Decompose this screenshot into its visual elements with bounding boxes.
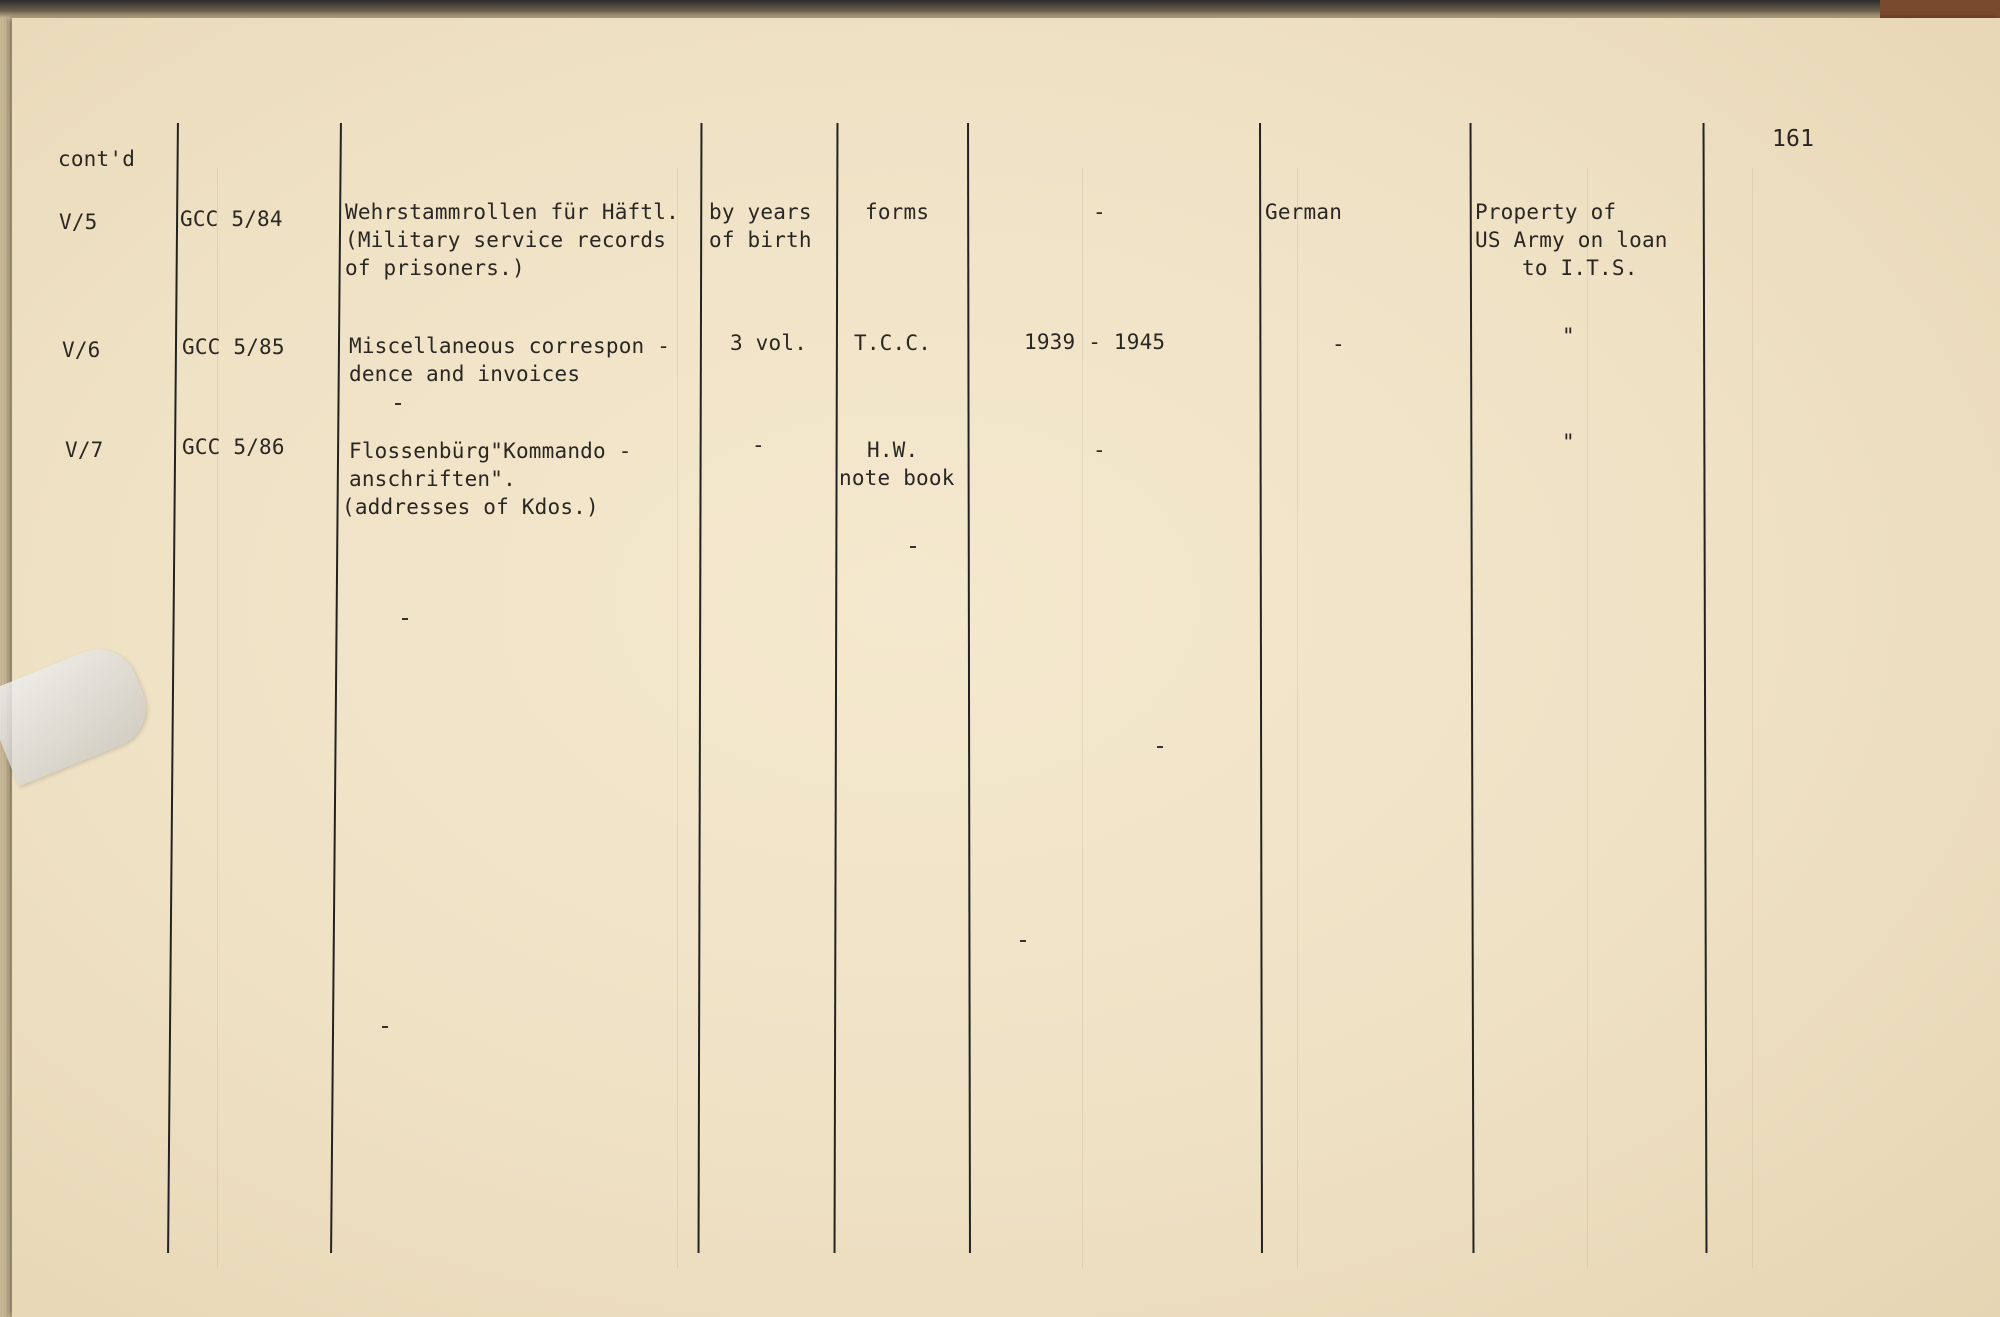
row-remarks: Property of (1475, 200, 1617, 224)
row-code: GCC 5/84 (180, 207, 283, 231)
row-ref: V/6 (62, 338, 101, 362)
column-rule (967, 123, 971, 1253)
top-edge (0, 0, 2000, 18)
ink-speck (1157, 746, 1163, 748)
column-rule (330, 123, 342, 1253)
row-arrangement: of birth (709, 228, 812, 252)
bleed-through-line (1587, 168, 1588, 1268)
row-dates: - (1093, 200, 1106, 224)
bleed-through-line (1297, 168, 1298, 1268)
document-page (12, 18, 2000, 1317)
column-rule (1703, 123, 1708, 1253)
ink-speck (910, 546, 916, 548)
column-rule (834, 123, 839, 1253)
ink-speck (382, 1026, 388, 1028)
row-ref: V/5 (59, 210, 98, 234)
bleed-through-line (1752, 168, 1753, 1268)
row-arrangement: 3 vol. (730, 331, 808, 355)
ink-speck (1020, 940, 1026, 942)
row-dates: - (1093, 438, 1106, 462)
row-language: German (1265, 200, 1343, 224)
row-remarks: " (1562, 430, 1575, 454)
row-form: forms (865, 200, 930, 224)
row-form: note book (839, 466, 955, 490)
row-title-line: (Military service records (345, 228, 667, 252)
column-rule (1259, 123, 1263, 1253)
continued-label: cont'd (58, 147, 136, 171)
row-title-line: Miscellaneous correspon - (349, 334, 671, 358)
column-rule (698, 123, 703, 1253)
ink-speck (395, 403, 401, 405)
row-arrangement: by years (709, 200, 812, 224)
row-form: H.W. (867, 438, 919, 462)
row-title-line: dence and invoices (349, 362, 581, 386)
row-ref: V/7 (65, 438, 104, 462)
row-dates: 1939 - 1945 (1024, 330, 1166, 354)
column-rule (167, 123, 179, 1253)
row-code: GCC 5/86 (182, 435, 285, 459)
row-title-line: Flossenbürg"Kommando - (349, 439, 632, 463)
row-language: - (1332, 332, 1345, 356)
page-number: 161 (1772, 126, 1815, 152)
row-title-line: anschriften". (349, 467, 516, 491)
ink-speck (402, 618, 408, 620)
column-rule (1470, 123, 1475, 1253)
row-title-line: of prisoners.) (345, 256, 525, 280)
row-title-line: (addresses of Kdos.) (342, 495, 599, 519)
row-title-line: Wehrstammrollen für Häftl. (345, 200, 679, 224)
bleed-through-line (677, 168, 678, 1268)
row-remarks: US Army on loan (1475, 228, 1668, 252)
row-code: GCC 5/85 (182, 335, 285, 359)
row-arrangement: - (752, 433, 765, 457)
row-remarks: " (1562, 324, 1575, 348)
row-form: T.C.C. (854, 331, 932, 355)
row-remarks: to I.T.S. (1522, 256, 1638, 280)
